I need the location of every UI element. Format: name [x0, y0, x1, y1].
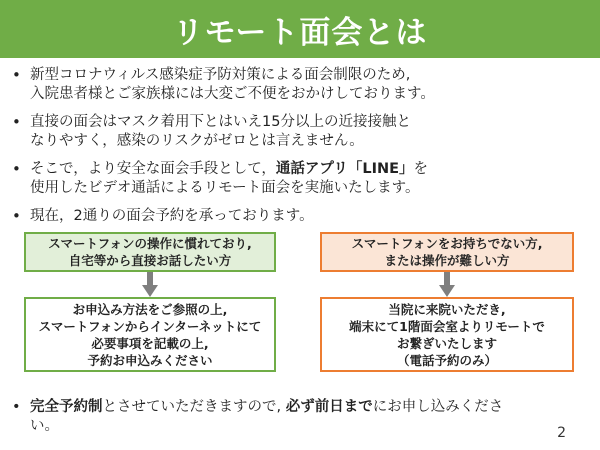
option-hospital-visit-box	[320, 297, 574, 372]
box-line: （電話予約のみ）	[396, 352, 497, 368]
option-smartphone-users-box	[24, 232, 276, 272]
arrow-down-icon	[439, 272, 455, 297]
arrow-down-icon	[142, 272, 158, 297]
option-no-smartphone-box	[320, 232, 574, 272]
option-online-booking-box	[24, 297, 276, 372]
bullet-item	[8, 398, 528, 436]
note-emphasis: 完全予約制	[30, 399, 103, 415]
box-line: お繋ぎいたします	[396, 335, 497, 351]
bullet-line: • 新型コロナウィルス感染症予防対策による面会制限のため,	[30, 67, 411, 83]
bullet-text: そこで，より安全な面会手段として，	[30, 161, 276, 177]
bullet-line: • 直接の面会はマスク着用下とはいえ15分以上の近接接触と	[30, 114, 411, 130]
slide-title: リモート面会とは	[172, 14, 428, 51]
page-number: 2	[557, 425, 566, 441]
bullet-item	[8, 160, 592, 198]
note-text: とさせていただきますので,	[102, 399, 282, 415]
box-line: スマートフォンの操作に慣れており,	[48, 236, 252, 251]
bullet-item	[8, 207, 592, 226]
bullet-line: なりやすく，感染のリスクがゼロとは言えません。	[30, 133, 364, 149]
line-app-emphasis: 通話アプリ「LINE」	[275, 161, 414, 177]
bullet-line: 使用したビデオ通話によるリモート面会を実施いたします。	[30, 180, 420, 196]
box-line: お申込み方法をご参照の上,	[72, 301, 228, 317]
bullet-line	[30, 399, 281, 415]
box-line: 自宅等から直接お話したい方	[68, 253, 232, 268]
box-line: 予約お申込みください	[87, 352, 213, 368]
bullet-line	[30, 160, 592, 179]
box-line: 端末にて1階面会室よりリモートで	[349, 318, 545, 334]
box-line: 当院に来院いただき,	[388, 301, 506, 317]
bullet-line: 入院患者様とご家族様には大変ご不便をおかけしております。	[30, 86, 435, 102]
bullet-text: を	[413, 161, 429, 177]
box-line: または操作が難しい方	[384, 253, 510, 268]
bullet-line: • 現在，2通りの面会予約を承っております。	[30, 208, 314, 224]
box-line: 必要事項を記載の上,	[91, 335, 209, 351]
reservation-note	[8, 398, 528, 436]
bullet-item	[8, 113, 592, 151]
bullet-list	[8, 66, 592, 235]
box-line: スマートフォンからインターネットにて	[38, 318, 262, 334]
title-bar	[0, 0, 600, 58]
note-emphasis: 必ず前日まで	[285, 399, 373, 415]
note-text: にお申し込みください。	[30, 399, 504, 434]
bullet-item	[8, 66, 592, 104]
box-line: スマートフォンをお持ちでない方,	[351, 236, 543, 251]
